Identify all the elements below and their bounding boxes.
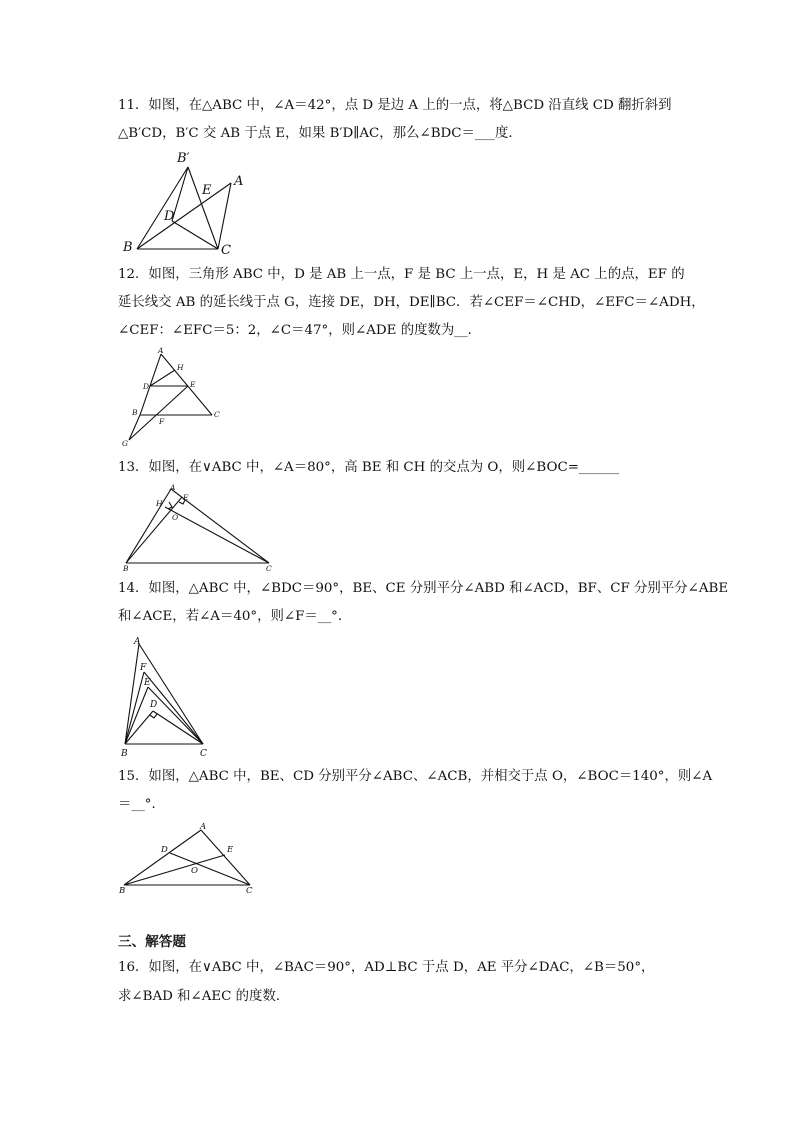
q13-figure bbox=[115, 482, 280, 572]
q11-seg-BpC bbox=[188, 167, 218, 249]
q13-right-angle-H bbox=[168, 502, 172, 509]
q12-line-3: ∠CEF：∠EFC＝5：2，∠C＝47°，则∠ADE 的度数为__． bbox=[118, 323, 482, 338]
q11-label-Bp: B′ bbox=[177, 151, 190, 166]
q14-label-A: A bbox=[134, 637, 141, 647]
q13-label-C: C bbox=[266, 564, 272, 573]
q11-label-E: E bbox=[202, 183, 212, 198]
q12-label-B: B bbox=[132, 408, 138, 417]
q15-seg-BE bbox=[124, 855, 225, 885]
q15-label-O: O bbox=[191, 866, 198, 876]
q14-figure bbox=[115, 632, 220, 760]
q11-seg-BA bbox=[137, 183, 231, 249]
q15-seg-AC bbox=[201, 830, 250, 885]
q15-line-2: ＝__°． bbox=[118, 797, 165, 812]
q11-seg-BB bbox=[137, 167, 188, 249]
q11-seg-DC bbox=[172, 221, 218, 249]
q11-label-A: A bbox=[234, 174, 244, 189]
q14-label-E: E bbox=[144, 678, 151, 688]
q14-seg-AB bbox=[125, 644, 139, 744]
q14-line-1: 14．如图，△ABC 中，∠BDC＝90°，BE、CE 分别平分∠ABD 和∠ACD，BF、CF 分别平分∠ABE bbox=[118, 581, 729, 596]
q13-label-O: O bbox=[172, 513, 179, 522]
q13-label-B: B bbox=[123, 564, 129, 573]
q15-figure bbox=[115, 818, 260, 898]
q12-seg-BG bbox=[129, 415, 140, 440]
q11-label-B: B bbox=[123, 240, 133, 255]
q15-line-1: 15．如图，△ABC 中，BE、CD 分别平分∠ABC、∠ACB，并相交于点 O，∠BOC＝140°，则∠A bbox=[118, 769, 713, 784]
q12-label-F: F bbox=[159, 417, 165, 426]
q12-seg-DH bbox=[150, 370, 175, 386]
q11-label-D: D bbox=[164, 209, 175, 224]
q12-label-C: C bbox=[214, 410, 220, 419]
q15-seg-CD bbox=[170, 853, 250, 885]
q13-label-H: H bbox=[156, 499, 163, 508]
q14-seg-AC bbox=[139, 644, 203, 744]
q13-line-1: 13．如图，在∨ABC 中，∠A＝80°，高 BE 和 CH 的交点为 O，则∠BOC=______ bbox=[118, 460, 620, 475]
q11-line-2: △B′CD，B′C 交 AB 于点 E，如果 B′D∥AC，那么∠BDC＝___度． bbox=[118, 126, 522, 141]
q11-label-C: C bbox=[221, 243, 231, 258]
q12-seg-AC bbox=[161, 354, 212, 415]
q12-line-1: 12．如图，三角形 ABC 中，D 是 AB 上一点，F 是 BC 上一点，E，H 是 AC 上的点，EF 的 bbox=[118, 267, 685, 282]
q12-label-H: H bbox=[177, 363, 184, 372]
q13-label-A: A bbox=[170, 483, 176, 492]
q12-label-E: E bbox=[190, 380, 196, 389]
q13-label-E: E bbox=[183, 493, 189, 502]
q14-label-B: B bbox=[121, 749, 128, 759]
q12-label-A: A bbox=[158, 346, 164, 355]
q15-label-E: E bbox=[227, 845, 234, 855]
q14-right-angle-D bbox=[150, 714, 157, 718]
q15-label-D: D bbox=[161, 845, 168, 855]
q16-line-1: 16．如图，在∨ABC 中，∠BAC＝90°，AD⊥BC 于点 D，AE 平分∠DAC，∠B＝50°， bbox=[118, 960, 655, 975]
q12-seg-GE bbox=[129, 386, 188, 440]
q12-label-D: D bbox=[143, 382, 150, 391]
q13-seg-AB bbox=[126, 489, 171, 563]
q11-seg-AC bbox=[218, 183, 231, 249]
q16-line-2: 求∠BAD 和∠AEC 的度数． bbox=[118, 989, 290, 1004]
q13-seg-BE bbox=[126, 497, 182, 563]
q12-figure bbox=[115, 346, 225, 450]
q15-label-A: A bbox=[200, 822, 207, 832]
q13-seg-CH bbox=[165, 507, 269, 563]
q12-line-2: 延长线交 AB 的延长线于点 G，连接 DE，DH，DE∥BC．若∠CEF＝∠CHD，∠EFC＝∠ADH， bbox=[118, 295, 705, 310]
q14-label-C: C bbox=[200, 749, 207, 759]
q14-seg-DC bbox=[153, 711, 203, 744]
section-heading: 三、解答题 bbox=[118, 934, 186, 950]
q14-label-F: F bbox=[140, 663, 147, 673]
q15-seg-AB bbox=[124, 830, 201, 885]
q14-label-D: D bbox=[150, 700, 158, 710]
q15-label-B: B bbox=[119, 886, 126, 896]
q11-figure bbox=[115, 148, 255, 258]
q12-label-G: G bbox=[122, 439, 128, 448]
q14-line-2: 和∠ACE，若∠A＝40°，则∠F＝__°． bbox=[118, 609, 352, 624]
q11-line-1: 11．如图，在△ABC 中，∠A＝42°，点 D 是边 A 上的一点，将△BCD 沿直线 CD 翻折斜到 bbox=[118, 98, 672, 113]
q15-label-C: C bbox=[246, 886, 253, 896]
